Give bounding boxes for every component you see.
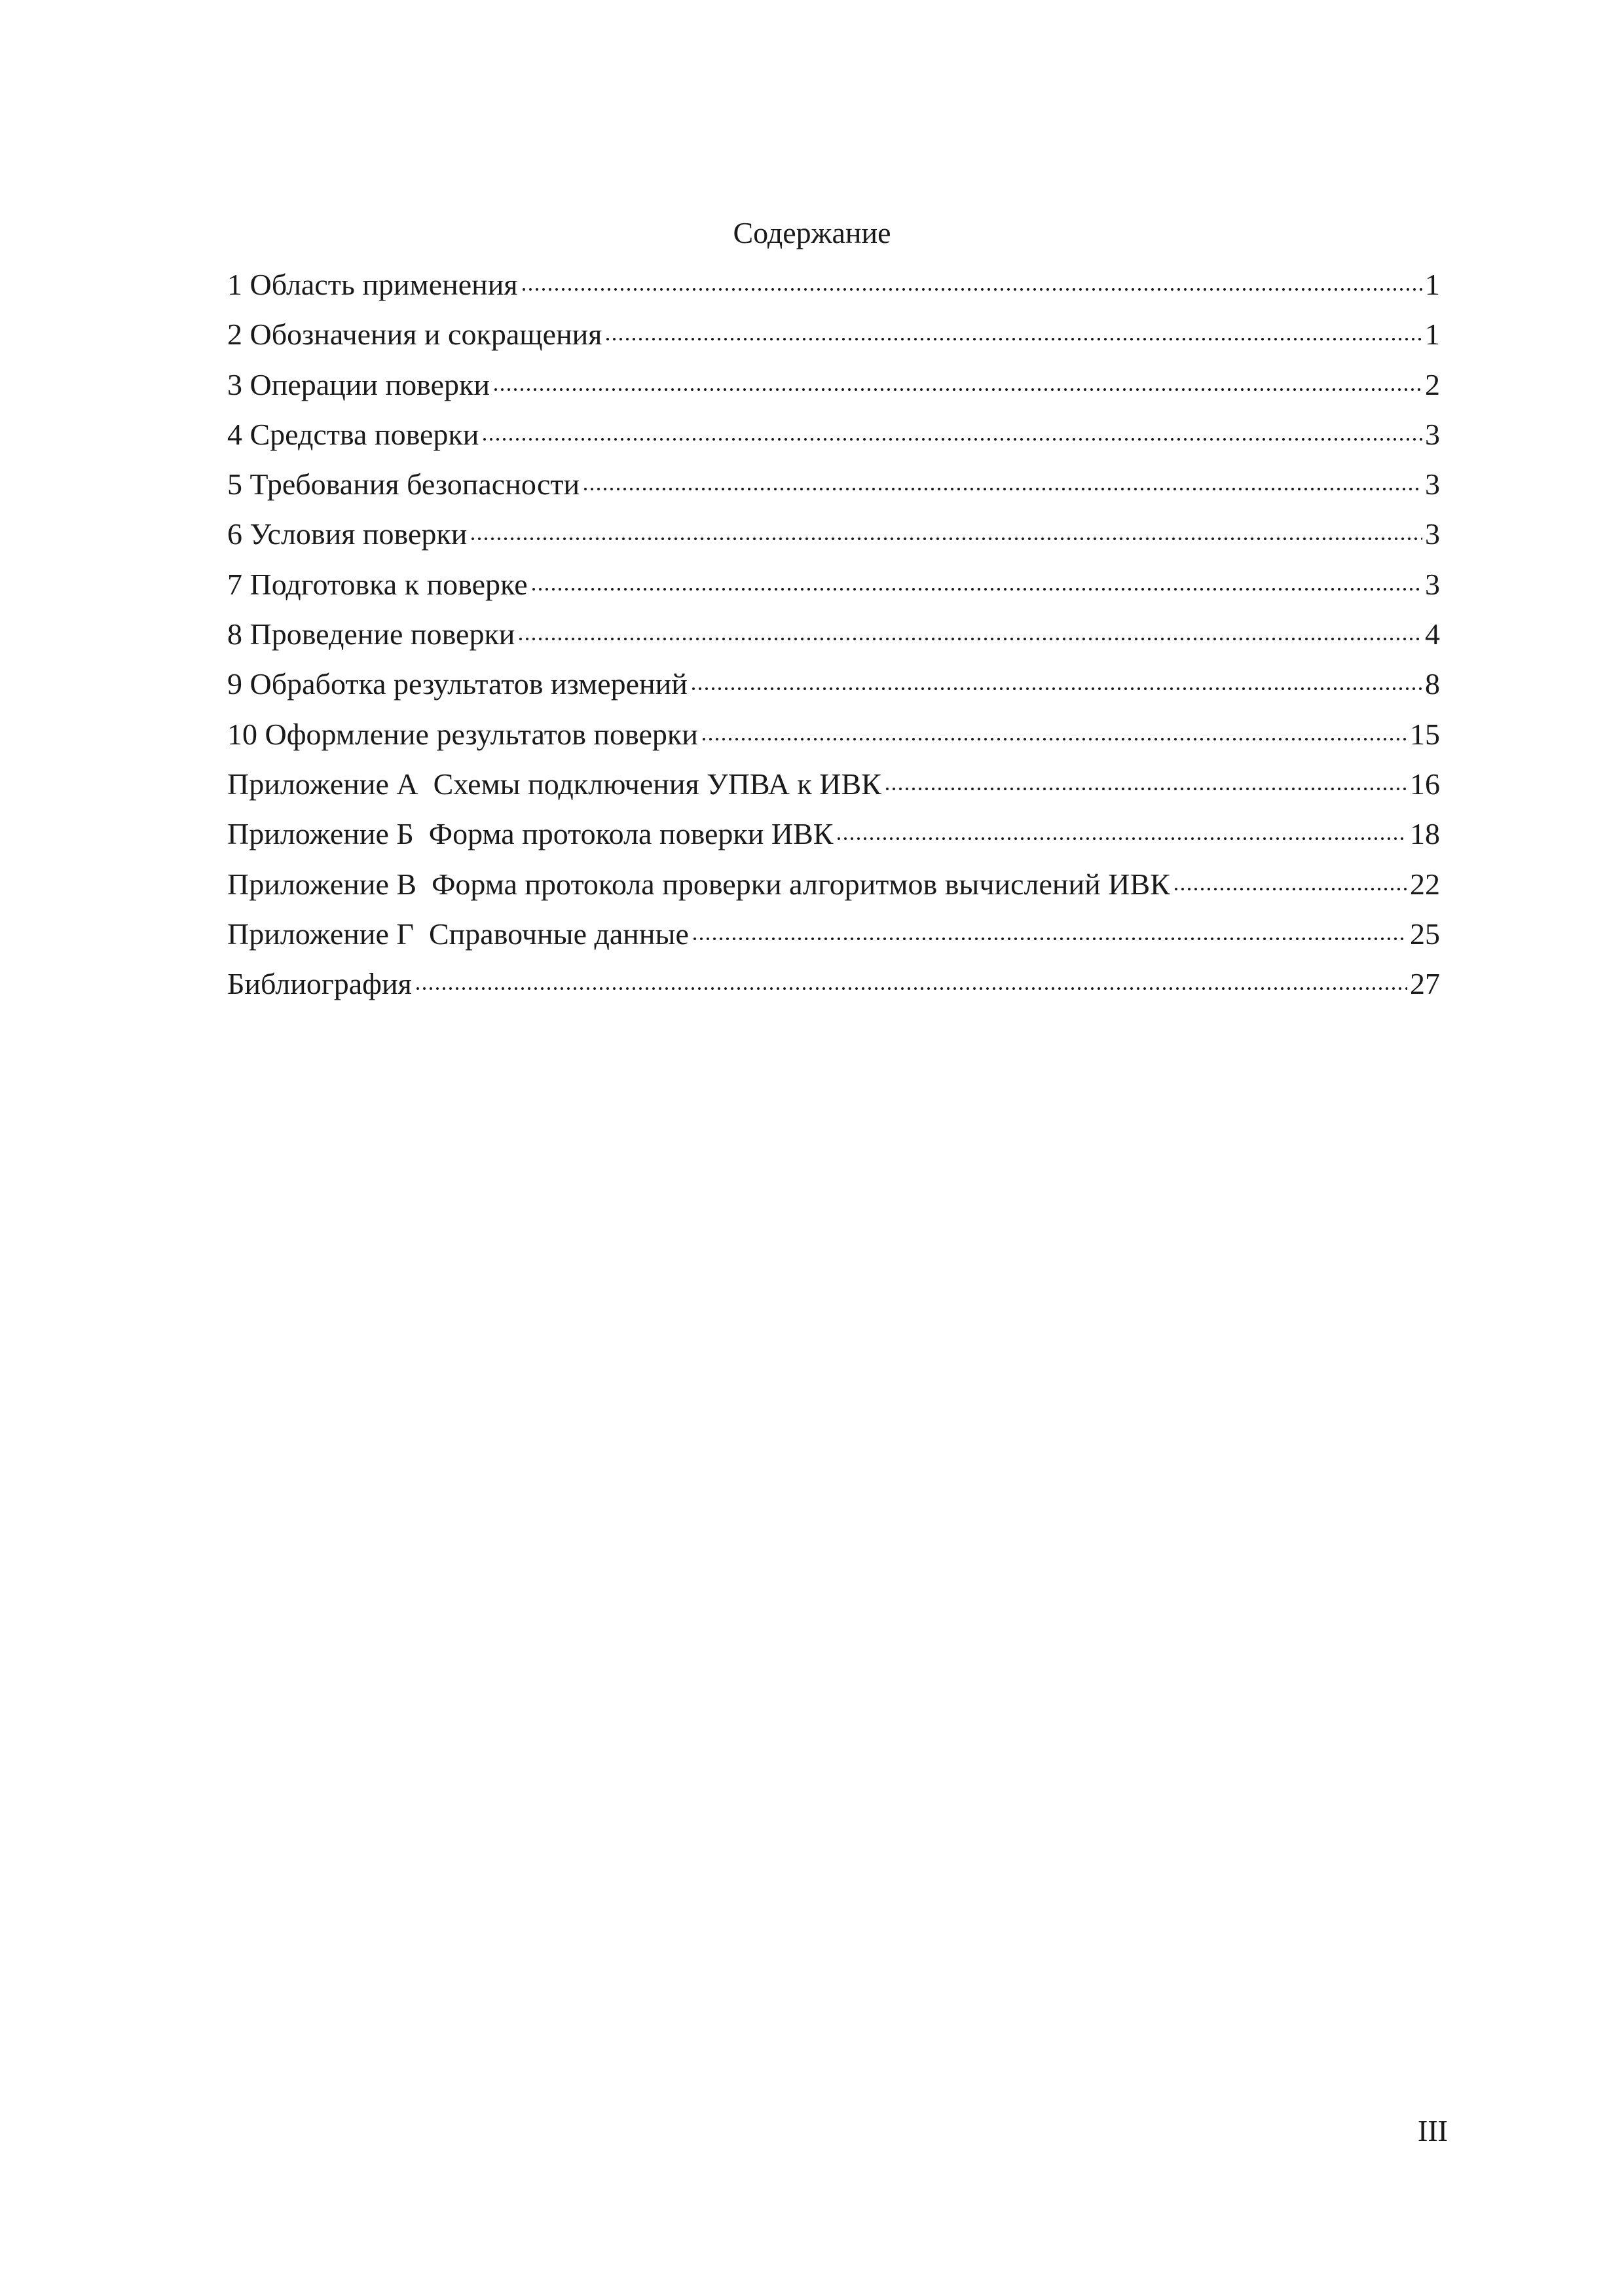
toc-entry-label: 3 Операции поверки [227, 367, 490, 401]
toc-entry-appendix-g[interactable] [227, 909, 1440, 959]
toc-entry-5[interactable] [227, 460, 1440, 509]
toc-entry-label: Приложение А Схемы подключения УПВА к ИВК [227, 767, 881, 801]
toc-entry-page: 3 [1425, 467, 1440, 501]
toc-entry-page: 27 [1410, 967, 1440, 1001]
toc-entry-label: 1 Область применения [227, 268, 518, 301]
toc-dot-leader [692, 938, 1407, 940]
toc-entry-2[interactable] [227, 310, 1440, 359]
toc-entry-appendix-v[interactable] [227, 860, 1440, 909]
toc-dot-leader [884, 788, 1407, 790]
toc-dot-leader [701, 738, 1407, 740]
toc-dot-leader [1173, 888, 1407, 890]
toc-entry-page: 15 [1410, 717, 1440, 751]
page-number: III [1418, 2114, 1448, 2147]
toc-entry-bibliography[interactable] [227, 959, 1440, 1009]
toc-entry-10[interactable] [227, 710, 1440, 759]
toc-dot-leader [582, 488, 1422, 490]
toc-dot-leader [521, 288, 1422, 291]
toc-entry-6[interactable] [227, 509, 1440, 559]
toc-entry-page: 4 [1425, 617, 1440, 651]
toc-entry-label: 8 Проведение поверки [227, 617, 515, 651]
toc-entry-label: Приложение Б Форма протокола поверки ИВК [227, 817, 834, 851]
toc-entry-label: 6 Условия поверки [227, 517, 468, 551]
toc-entry-label: 5 Требования безопасности [227, 467, 580, 501]
toc-entry-label: Приложение Г Справочные данные [227, 917, 689, 951]
toc-entry-label: 7 Подготовка к поверке [227, 567, 528, 601]
toc-entry-label: 2 Обозначения и сокращения [227, 318, 602, 352]
toc-entry-1[interactable] [227, 260, 1440, 310]
toc-entry-page: 1 [1425, 318, 1440, 352]
toc-entry-page: 8 [1425, 667, 1440, 701]
toc-dot-leader [415, 987, 1407, 990]
toc-entry-4[interactable] [227, 410, 1440, 460]
toc-dot-leader [530, 588, 1422, 591]
toc-dot-leader [470, 538, 1422, 540]
toc-dot-leader [481, 438, 1422, 441]
toc-entry-page: 18 [1410, 817, 1440, 851]
toc-entry-label: Приложение В Форма протокола проверки алгоритмов вычислений ИВК [227, 867, 1170, 901]
toc-entry-7[interactable] [227, 560, 1440, 610]
toc-entry-label: Библиография [227, 967, 412, 1001]
toc-entry-3[interactable] [227, 360, 1440, 410]
table-of-contents [227, 260, 1440, 1009]
toc-entry-8[interactable] [227, 610, 1440, 659]
toc-entry-page: 22 [1410, 867, 1440, 901]
toc-entry-appendix-b[interactable] [227, 809, 1440, 859]
toc-entry-label: 9 Обработка результатов измерений [227, 667, 688, 701]
toc-dot-leader [836, 837, 1407, 840]
toc-entry-page: 3 [1425, 417, 1440, 451]
toc-title: Содержание [733, 216, 891, 249]
toc-entry-page: 2 [1425, 367, 1440, 401]
toc-entry-page: 16 [1410, 767, 1440, 801]
toc-dot-leader [492, 388, 1422, 391]
toc-dot-leader [604, 338, 1422, 340]
toc-entry-label: 10 Оформление результатов поверки [227, 717, 698, 751]
toc-dot-leader [690, 687, 1422, 690]
toc-entry-page: 1 [1425, 268, 1440, 301]
toc-dot-leader [517, 638, 1422, 640]
toc-entry-page: 3 [1425, 517, 1440, 551]
toc-entry-label: 4 Средства поверки [227, 417, 479, 451]
toc-entry-appendix-a[interactable] [227, 759, 1440, 809]
toc-entry-page: 25 [1410, 917, 1440, 951]
toc-entry-page: 3 [1425, 567, 1440, 601]
toc-entry-9[interactable] [227, 659, 1440, 709]
